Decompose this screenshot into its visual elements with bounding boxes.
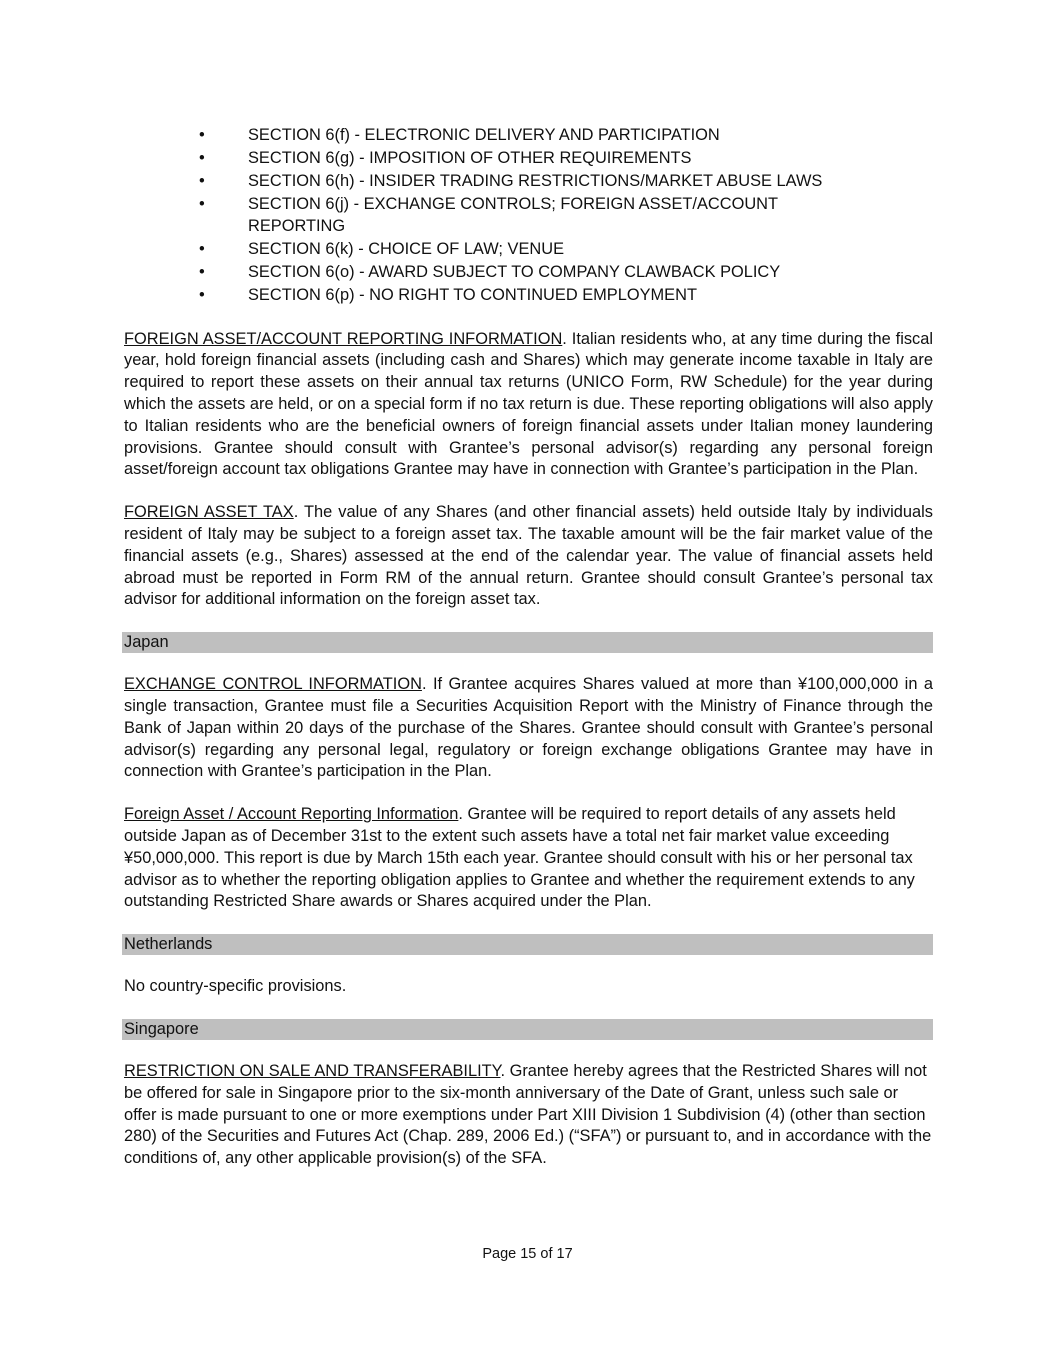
list-item: • SECTION 6(f) - ELECTRONIC DELIVERY AND PARTICIPATION <box>124 125 933 147</box>
paragraph-heading: FOREIGN ASSET/ACCOUNT REPORTING INFORMATION <box>124 329 563 348</box>
bullet-icon: • <box>199 285 205 304</box>
paragraph-heading: Foreign Asset / Account Reporting Information <box>124 805 459 824</box>
bullet-icon: • <box>199 126 205 144</box>
list-item: • SECTION 6(o) - AWARD SUBJECT TO COMPANY CLAWBACK POLICY <box>124 262 933 284</box>
italy-foreign-asset-reporting: FOREIGN ASSET/ACCOUNT REPORTING INFORMATION. Italian residents who, at any time during the fiscal year, hold foreign financial assets (including cash and Shares) which may generate income taxable in Italy are required to report these assets on their annual tax returns (UNICO Form, RW Schedule) for the year during which the assets are held, or on a special form if no tax return is due. These reporting obligations will also apply to Italian residents who are the beneficial owners of foreign financial assets under Italian money laundering provisions. Grantee should consult with Grantee’s personal advisor(s) regarding any personal foreign asset/foreign account tax obligations Grantee may have in connection with Grantee’s participation in the Plan. <box>124 329 933 479</box>
page-content <box>124 125 933 1170</box>
netherlands-text: No country-specific provisions. <box>124 977 347 996</box>
country-heading-singapore: Singapore <box>122 1019 933 1040</box>
bullet-icon: • <box>199 194 205 213</box>
bullet-icon: • <box>199 148 205 167</box>
country-heading-netherlands: Netherlands <box>122 934 933 955</box>
page-number: Page 15 of 17 <box>482 1246 573 1262</box>
country-heading-japan: Japan <box>122 632 933 653</box>
japan-exchange-control: EXCHANGE CONTROL INFORMATION. If Grantee acquires Shares valued at more than ¥100,000,000 in a single transaction, Grantee must file a Securities Acquisition Report with the Ministry of Finance through the Bank of Japan within 20 days of the purchase of the Shares. Grantee should consult with Grantee’s personal advisor(s) regarding any personal legal, regulatory or foreign exchange obligations Grantee may have in connection with Grantee’s participation in the Plan. <box>124 675 934 781</box>
bullet-icon: • <box>199 262 205 281</box>
list-item: • SECTION 6(g) - IMPOSITION OF OTHER REQUIREMENTS <box>124 148 933 170</box>
paragraph-heading: RESTRICTION ON SALE AND TRANSFERABILITY <box>124 1062 501 1081</box>
list-item: • SECTION 6(j) - EXCHANGE CONTROLS; FOREIGN ASSET/ACCOUNT REPORTING <box>199 194 778 235</box>
paragraph-heading: EXCHANGE CONTROL INFORMATION <box>124 675 422 694</box>
list-item: • SECTION 6(p) - NO RIGHT TO CONTINUED EMPLOYMENT <box>124 285 933 307</box>
list-item: • SECTION 6(h) - INSIDER TRADING RESTRICTIONS/MARKET ABUSE LAWS <box>124 171 933 193</box>
japan-foreign-asset-reporting: Foreign Asset / Account Reporting Information. Grantee will be required to report details of any assets held outside Japan as of December 31st to the extent such assets have a total net fair market value exceeding ¥50,000,000. This report is due by March 15th each year. Grantee should consult with his or her personal tax advisor as to whether the reporting obligation applies to Grantee and whether the requirement extends to any outstanding Restricted Share awards or Shares acquired under the Plan. <box>124 805 915 911</box>
bullet-icon: • <box>199 239 205 258</box>
singapore-sale-restriction: RESTRICTION ON SALE AND TRANSFERABILITY. Grantee hereby agrees that the Restricted Shares will not be offered for sale in Singapore prior to the six-month anniversary of the Date of Grant, unless such sale or offer is made pursuant to one or more exemptions under Part XIII Division 1 Subdivision (4) (other than section 280) of the Securities and Futures Act (Chap. 289, 2006 Ed.) (“SFA”) or pursuant to, and in accordance with the conditions of, any other applicable provision(s) of the SFA. <box>124 1062 932 1168</box>
section-list <box>124 125 933 307</box>
paragraph-heading: FOREIGN ASSET TAX <box>124 503 294 522</box>
bullet-icon: • <box>199 171 205 190</box>
list-item: • SECTION 6(k) - CHOICE OF LAW; VENUE <box>124 239 933 261</box>
italy-foreign-asset-tax: FOREIGN ASSET TAX. The value of any Shares (and other financial assets) held outside Italy by individuals resident of Italy may be subject to a foreign asset tax. The taxable amount will be the fair market value of the financial assets (e.g., Shares) assessed at the end of the calendar year. The value of financial assets held abroad must be reported in Form RM of the annual return. Grantee should consult Grantee’s personal tax advisor for additional information on the foreign asset tax. <box>124 503 933 609</box>
